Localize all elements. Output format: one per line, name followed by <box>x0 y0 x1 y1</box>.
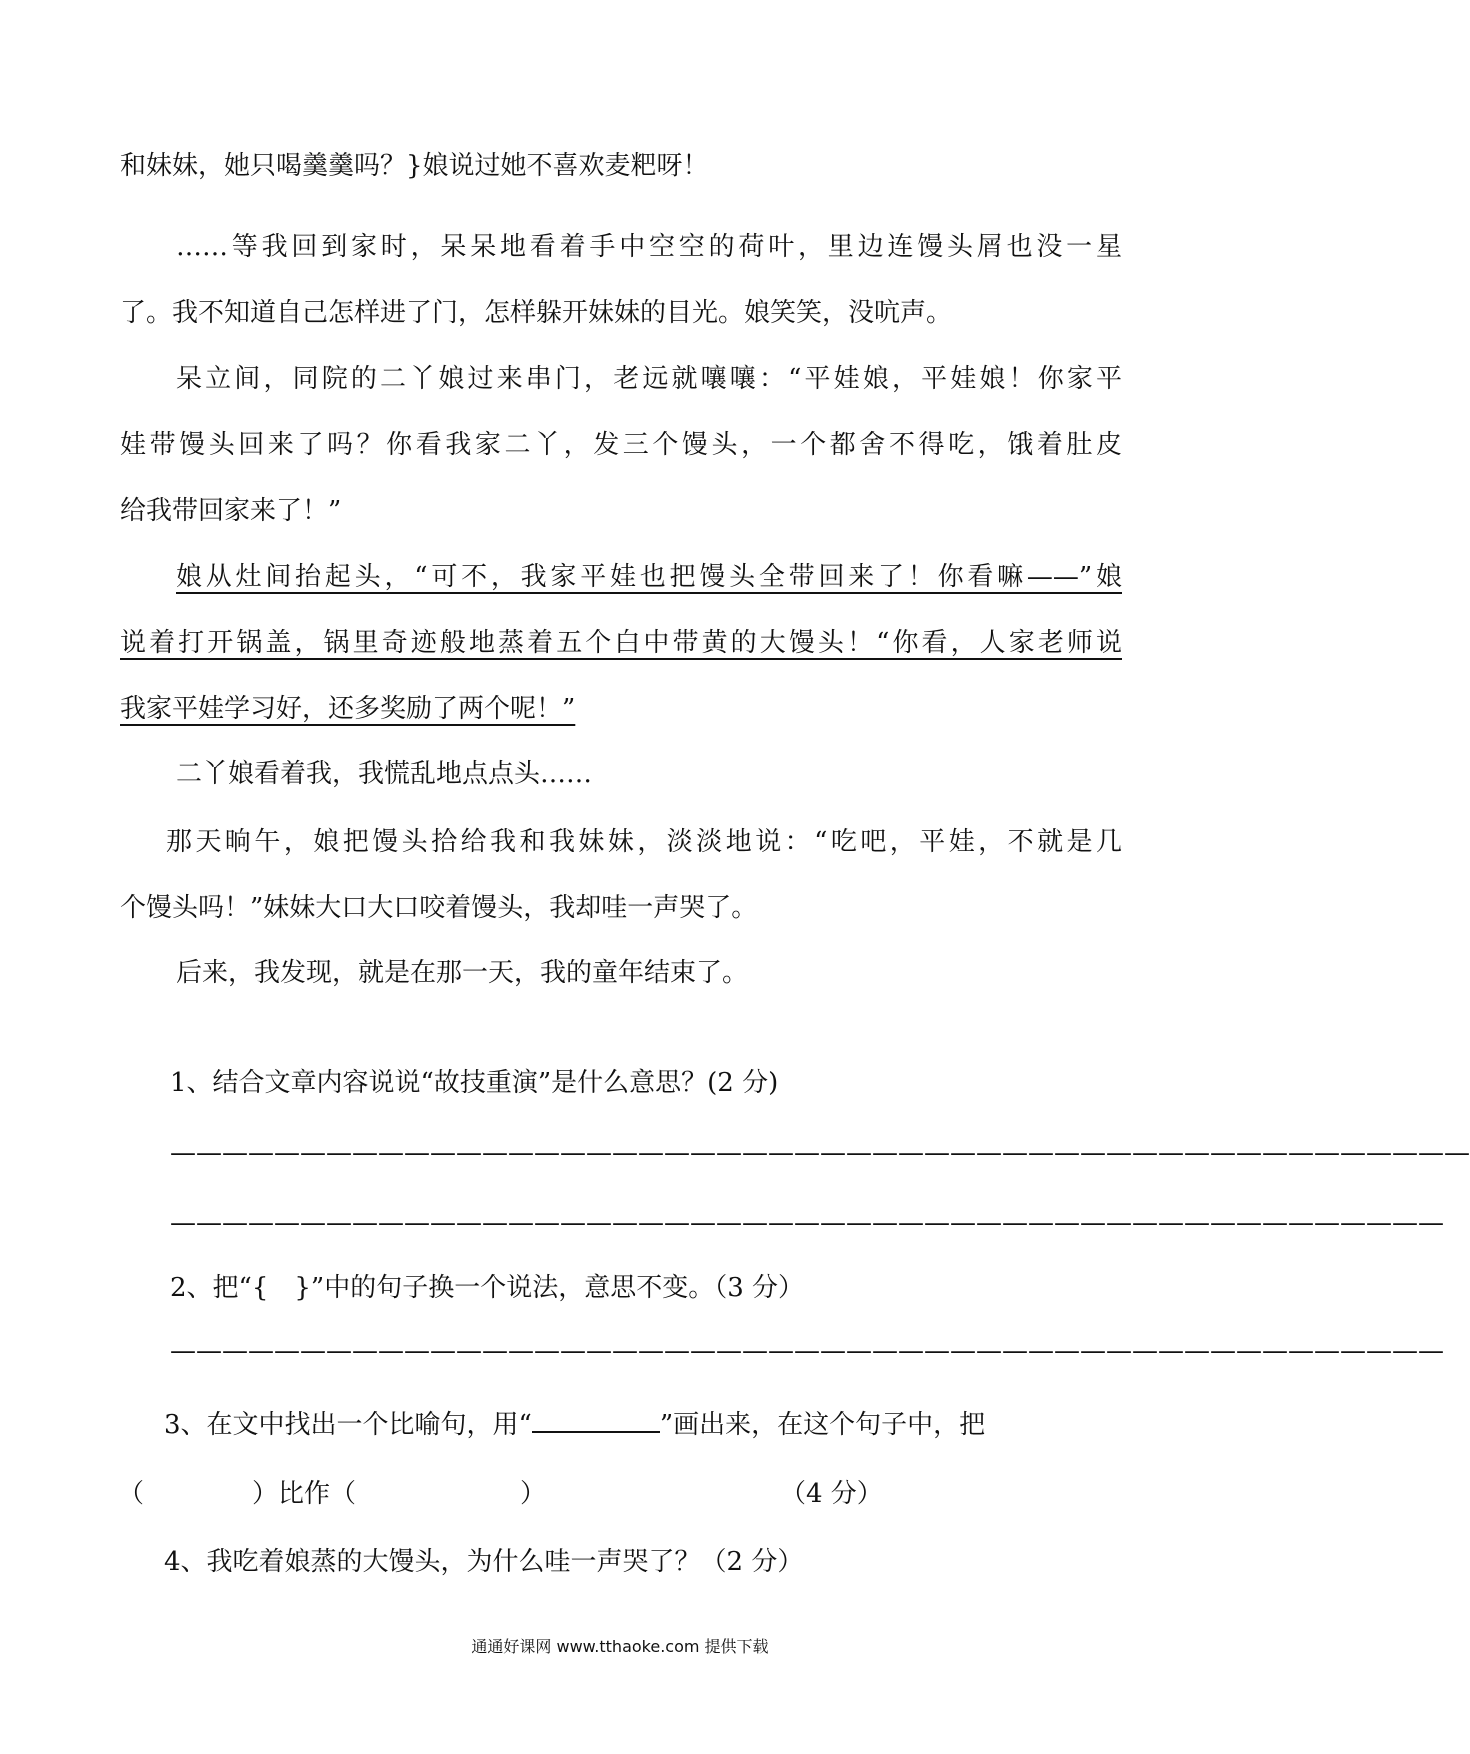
question-2: 2、把“{ }”中的句子换一个说法，意思不变。（3 分） <box>170 1273 805 1303</box>
question-1: 1、结合文章内容说说“故技重演”是什么意思？(2 分) <box>170 1068 779 1098</box>
compare-to-text: ）比作（ <box>252 1479 357 1509</box>
passage-line-11: 那天晌午，娘把馒头拾给我和我妹妹，淡淡地说：“吃吧，平娃，不就是几 <box>166 827 1122 857</box>
passage-line-2: ……等我回到家时，呆呆地看着手中空空的荷叶，里边连馒头屑也没一星 <box>176 232 1122 262</box>
underlined-metaphor-line-2: 说着打开锅盖，锅里奇迹般地蒸着五个白中带黄的大馒头！“你看，人家老师说 <box>120 628 1122 658</box>
question-3 <box>164 1405 985 1445</box>
bracket-close-2: ） <box>520 1479 547 1509</box>
question-3-part-b: ”画出来，在这个句子中，把 <box>659 1410 986 1440</box>
question-3-points: （4 分） <box>780 1479 883 1509</box>
question-4: 4、我吃着娘蒸的大馒头，为什么哇一声哭了？（2 分） <box>164 1547 804 1577</box>
passage-line-6: 给我带回家来了！” <box>120 496 342 526</box>
answer-line-q1-b[interactable]: ————————————————————————————————————————————————— <box>170 1208 1444 1238</box>
underlined-metaphor-line-1: 娘从灶间抬起头，“可不，我家平娃也把馒头全带回来了！你看嘛——”娘 <box>176 562 1122 592</box>
passage-line-3: 了。我不知道自己怎样进了门，怎样躲开妹妹的目光。娘笑笑，没吭声。 <box>120 298 953 328</box>
answer-line-q2[interactable]: ————————————————————————————————————————————————— <box>170 1336 1444 1366</box>
passage-line-12: 个馒头吗！”妹妹大口大口咬着馒头，我却哇一声哭了。 <box>120 893 758 923</box>
question-3-part-a: 3、在文中找出一个比喻句，用“ <box>164 1410 532 1440</box>
bracket-open-1: （ <box>118 1479 145 1509</box>
passage-line-1: 和妹妹，她只喝羹羹吗？}娘说过她不喜欢麦粑呀！ <box>120 151 709 181</box>
passage-line-4: 呆立间，同院的二丫娘过来串门，老远就嚷嚷：“平娃娘，平娃娘！你家平 <box>176 364 1122 394</box>
page-footer: 通通好课网 www.tthaoke.com 提供下载 <box>471 1637 769 1656</box>
underlined-metaphor-line-3: 我家平娃学习好，还多奖励了两个呢！” <box>120 694 576 724</box>
underline-sample <box>532 1409 660 1433</box>
passage-line-10: 二丫娘看着我，我慌乱地点点头…… <box>176 759 593 789</box>
answer-blank-2[interactable] <box>360 1474 620 1514</box>
passage-line-13: 后来，我发现，就是在那一天，我的童年结束了。 <box>176 958 749 988</box>
passage-line-5: 娃带馒头回来了吗？你看我家二丫，发三个馒头，一个都舍不得吃，饿着肚皮 <box>120 430 1122 460</box>
answer-line-q1-a[interactable]: —————————————————————————————————————————————————— <box>170 1138 1470 1168</box>
